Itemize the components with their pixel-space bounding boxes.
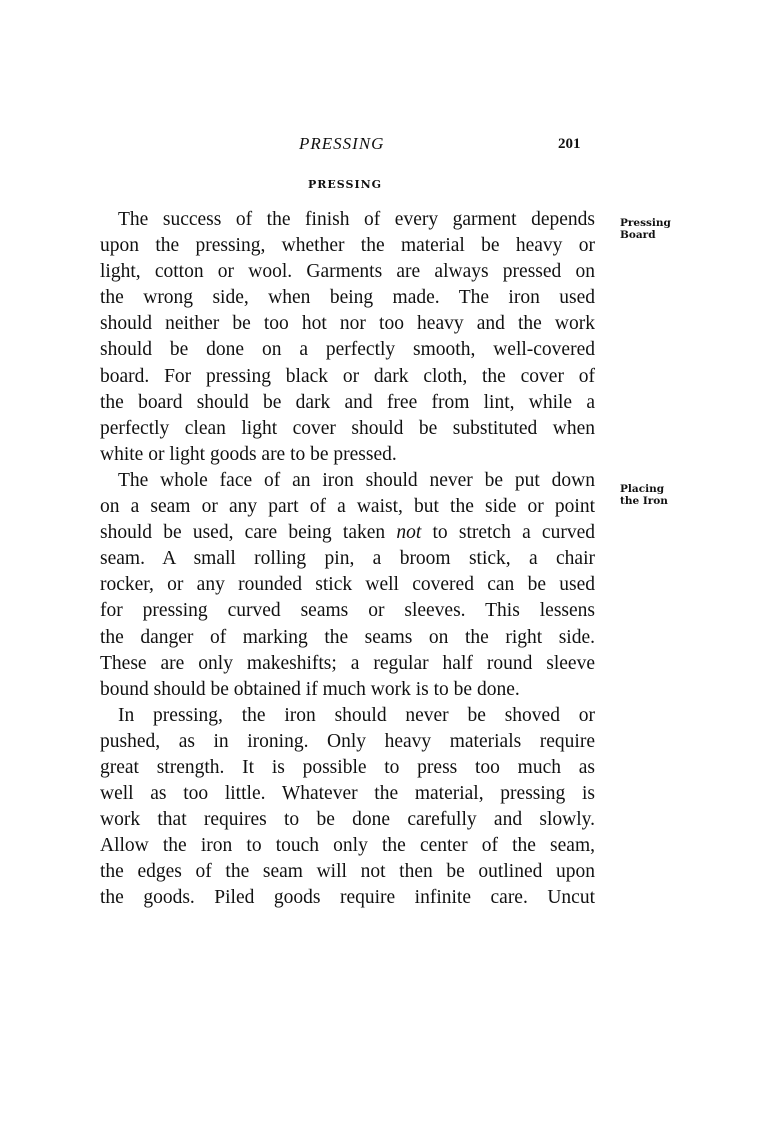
paragraph <box>100 468 595 703</box>
text-line: Allow the iron to touch only the center of the seam, <box>100 835 595 857</box>
text-line: should be done on a perfectly smooth, well-covered <box>100 339 595 361</box>
margin-note-placing-iron <box>620 483 668 507</box>
section-title: PRESSING <box>308 178 383 191</box>
text-line <box>100 520 595 546</box>
paragraph <box>100 703 595 912</box>
text-line: board. For pressing black or dark cloth, the cover of <box>100 365 595 387</box>
text-line: rocker, or any rounded stick well covered can be used <box>100 574 595 596</box>
text-line: perfectly clean light cover should be substituted when <box>100 417 595 439</box>
text-line: white or light goods are to be pressed. <box>100 443 397 465</box>
text-line: pushed, as in ironing. Only heavy materials require <box>100 730 595 752</box>
italic-text: not <box>396 522 422 544</box>
text-line: the board should be dark and free from lint, while a <box>100 391 595 413</box>
text-line: for pressing curved seams or sleeves. This lessens <box>100 600 595 622</box>
text-line: These are only makeshifts; a regular half round sleeve <box>100 652 595 674</box>
text-line: the goods. Piled goods require infinite care. Uncut <box>100 887 595 909</box>
text-line: seam. A small rolling pin, a broom stick, a chair <box>100 548 595 570</box>
margin-note-line: Board <box>620 229 656 241</box>
text-line: the edges of the seam will not then be outlined upon <box>100 861 595 883</box>
paragraph <box>100 207 595 468</box>
text-line: bound should be obtained if much work is to be done. <box>100 678 520 700</box>
text-line: work that requires to be done carefully and slowly. <box>100 809 595 831</box>
text-line: light, cotton or wool. Garments are always pressed on <box>100 261 595 283</box>
text-segment: should be used, care being taken <box>100 522 397 544</box>
text-line: the wrong side, when being made. The iron used <box>100 287 595 309</box>
text-line: The success of the finish of every garment depends <box>118 209 595 230</box>
text-line: the danger of marking the seams on the right side. <box>100 626 595 648</box>
text-line: upon the pressing, whether the material be heavy or <box>100 235 595 257</box>
margin-note-line: Pressing <box>620 217 671 229</box>
margin-note-line: the Iron <box>620 495 668 507</box>
body-text <box>100 207 595 912</box>
margin-note-line: Placing <box>620 483 665 495</box>
running-head: PRESSING <box>299 134 385 153</box>
margin-note-pressing-board <box>620 217 671 241</box>
page-number: 201 <box>558 136 581 152</box>
text-line: In pressing, the iron should never be shoved or <box>118 704 595 726</box>
text-line: great strength. It is possible to press too much as <box>100 756 595 778</box>
text-line: The whole face of an iron should never be put down <box>118 469 595 491</box>
text-line: well as too little. Whatever the material, pressing is <box>100 783 595 805</box>
text-line: should neither be too hot nor too heavy and the work <box>100 313 595 335</box>
text-segment: to stretch a curved <box>421 522 595 544</box>
text-line: on a seam or any part of a waist, but the side or point <box>100 496 595 518</box>
